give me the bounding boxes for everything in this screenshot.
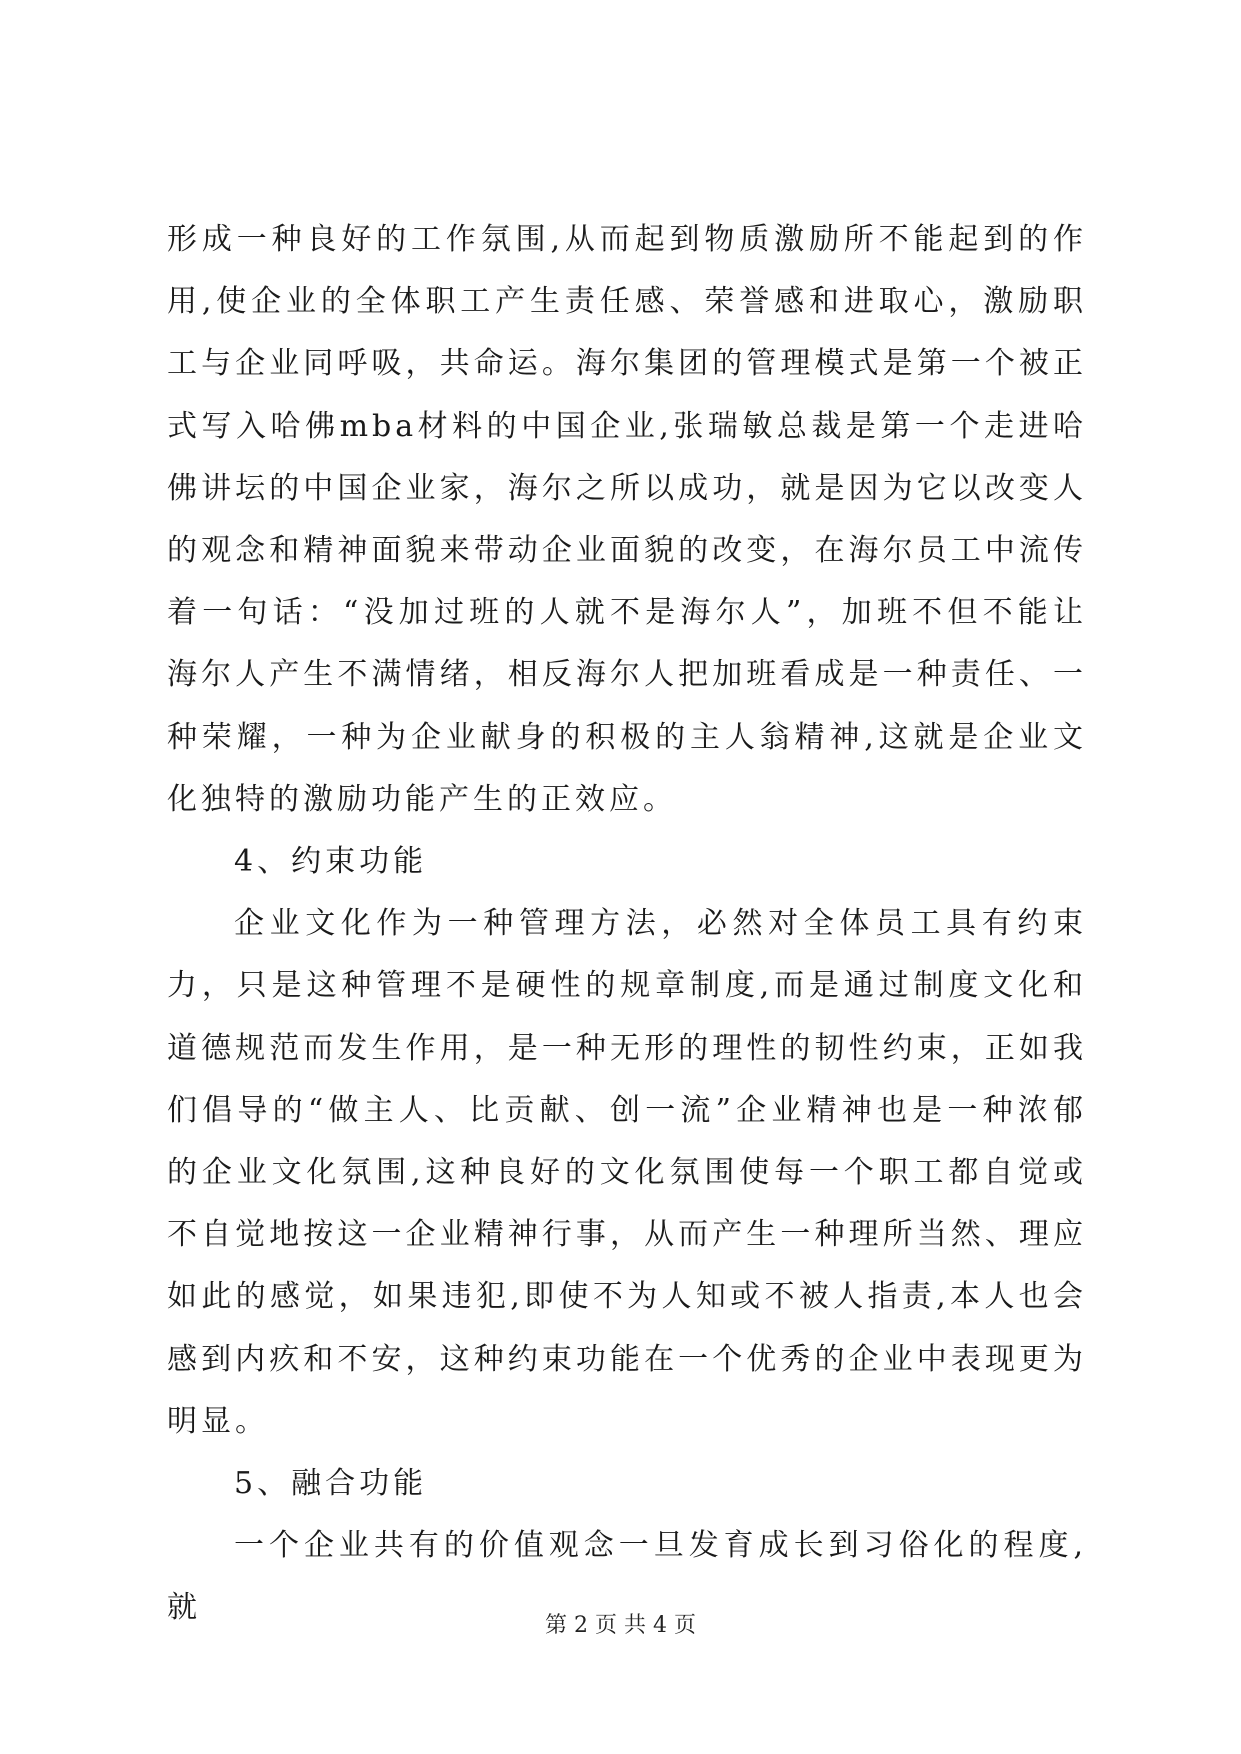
section-heading-constraint: 4、约束功能 xyxy=(234,844,428,880)
page-footer: 第 2 页 共 4 页 xyxy=(545,1613,696,1638)
body-text xyxy=(167,209,1087,1640)
paragraph-fusion: 一个企业共有的价值观念一旦发育成长到习俗化的程度,就 xyxy=(167,1528,1087,1626)
section-heading-fusion: 5、融合功能 xyxy=(234,1466,428,1502)
paragraph-constraint: 企业文化作为一种管理方法，必然对全体员工具有约束力，只是这种管理不是硬性的规章制度,而是通过制度文化和道德规范而发生作用，是一种无形的理性的韧性约束，正如我们倡导的“做主人、比贡献、创一流”企业精神也是一种浓郁的企业文化氛围,这种良好的文化氛围使每一个职工都自觉或不自觉地按这一企业精神行事，从而产生一种理所当然、理应如此的感觉，如果违犯,即使不为人知或不被人指责,本人也会感到内疚和不安，这种约束功能在一个优秀的企业中表现更为明显。 xyxy=(167,906,1087,1439)
paragraph-continued: 形成一种良好的工作氛围,从而起到物质激励所不能起到的作用,使企业的全体职工产生责任感、荣誉感和进取心，激励职工与企业同呼吸，共命运。海尔集团的管理模式是第一个被正式写入哈佛mba材料的中国企业,张瑞敏总裁是第一个走进哈佛讲坛的中国企业家，海尔之所以成功，就是因为它以改变人的观念和精神面貌来带动企业面貌的改变，在海尔员工中流传着一句话：“没加过班的人就不是海尔人”，加班不但不能让海尔人产生不满情绪，相反海尔人把加班看成是一种责任、一种荣耀，一种为企业献身的积极的主人翁精神,这就是企业文化独特的激励功能产生的正效应。 xyxy=(167,222,1087,817)
